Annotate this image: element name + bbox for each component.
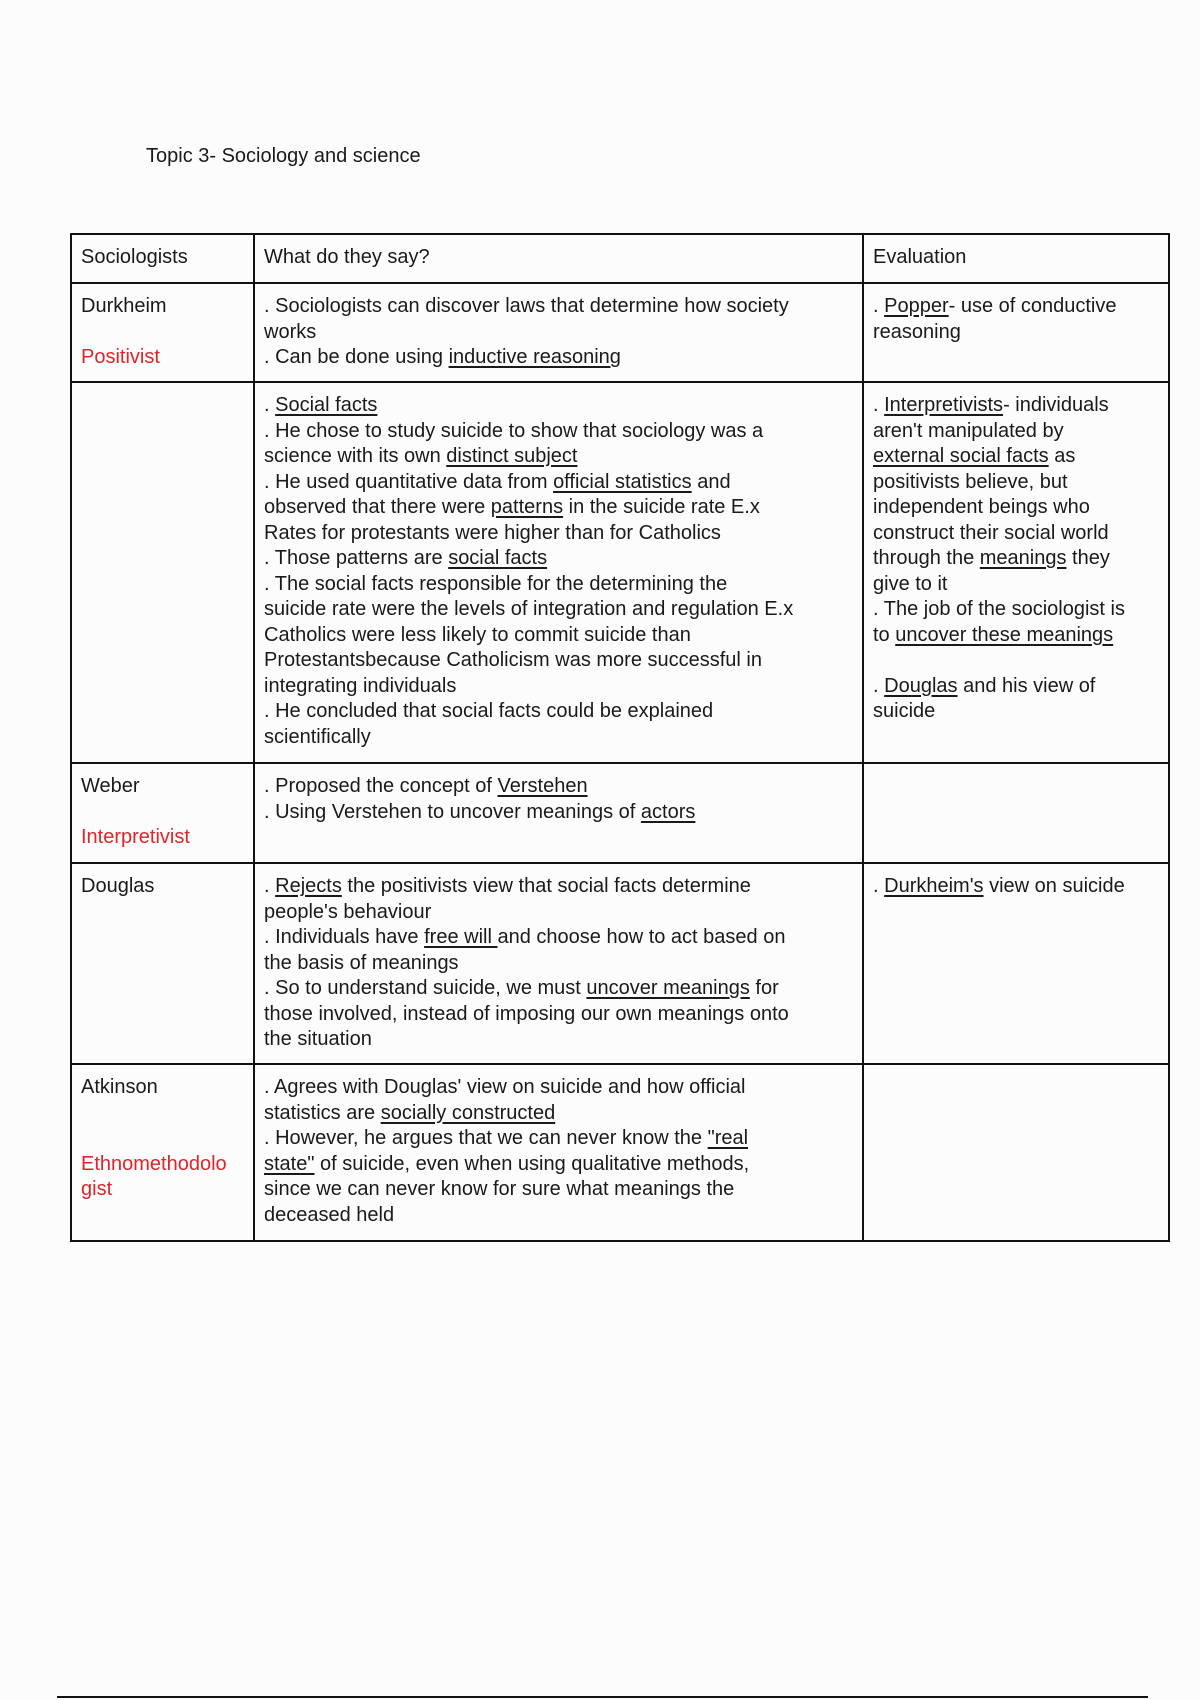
sociologist-cell [71,382,254,763]
sociologist-name: Douglas [81,875,155,897]
underlined-term: Verstehen [497,775,588,797]
text-line [264,393,853,419]
text-run: they [1066,547,1110,569]
text-run: suicide rate were the levels of integration and regulation E.x [264,598,794,620]
text-line [873,294,1159,320]
evaluation-cell [863,1064,1169,1241]
text-line [264,900,853,926]
text-run: of suicide, even when using qualitative methods, [314,1152,750,1175]
underlined-term: "real [707,1127,749,1149]
text-line [264,572,853,598]
text-run: statistics are [264,1101,381,1124]
text-line [873,320,1159,346]
text-line [264,874,853,900]
sociologist-cell [71,283,254,382]
text-line [264,1075,853,1101]
text-line [264,495,853,521]
text-line [264,699,853,725]
underlined-term: Durkheim's [884,875,984,897]
text-line [264,976,853,1002]
text-run: reasoning [873,320,961,343]
text-run: through the [873,547,980,569]
evaluation-cell [863,283,1169,382]
text-run: Catholics were less likely to commit suicide than [264,623,691,646]
text-line [873,674,1159,700]
spacer [81,1126,244,1152]
text-run: . He concluded that social facts could be explained [264,700,714,722]
text-run: . Can be done using [264,346,449,368]
underlined-term: social facts [448,547,548,569]
text-run: give to it [873,572,948,595]
text-line [264,1152,853,1178]
text-line [264,648,853,674]
text-run: . Sociologists can discover laws that determine how society [264,295,789,317]
text-line [264,1126,853,1152]
text-run: . Using Verstehen to uncover meanings of [264,800,641,823]
sociologist-cell [71,863,254,1064]
text-line [264,521,853,547]
text-line [264,320,853,346]
spacer [81,800,244,826]
text-line [873,393,1159,419]
text-line [873,699,1159,725]
document-title: Topic 3- Sociology and science [146,145,421,167]
text-line [264,725,853,751]
underlined-term: external social facts [873,445,1049,467]
underlined-term: free will [424,926,498,948]
perspective-label: Positivist [81,346,160,368]
spacer [81,320,244,346]
spacer [81,1101,244,1127]
text-line [264,470,853,496]
text-run: Protestantsbecause Catholicism was more successful in [264,649,762,671]
header-sociologists: Sociologists [71,234,254,283]
text-line [264,623,853,649]
text-line [264,800,853,826]
underlined-term: uncover meanings [586,977,750,999]
what-they-say-cell [254,863,863,1064]
underlined-term: Popper [884,295,949,317]
underlined-term: meanings [979,547,1067,569]
text-run: - individuals [1003,394,1109,416]
text-line [264,951,853,977]
sociologist-cell [71,1064,254,1241]
text-run: construct their social world [873,521,1109,544]
text-line [873,495,1159,521]
text-run: those involved, instead of imposing our own meanings onto [264,1002,789,1025]
text-run: people's behaviour [264,900,432,923]
text-run: observed that there were [264,496,491,518]
sociologist-name: Durkheim [81,295,167,317]
text-run: and his view of [957,674,1096,697]
text-run: the situation [264,1028,372,1050]
text-run: . [873,875,885,897]
perspective-label: Interpretivist [81,826,190,848]
text-run: integrating individuals [264,674,457,697]
text-run: . The social facts responsible for the determining the [264,572,728,595]
underlined-term: uncover these meanings [895,623,1114,646]
sociologists-table [70,233,1170,1242]
text-run: works [264,320,317,343]
underlined-term: actors [640,800,696,823]
header-evaluation: Evaluation [863,234,1169,283]
what-they-say-cell [254,382,863,763]
perspective-label: Ethnomethodolo [81,1152,227,1175]
table-row [71,863,1169,1064]
text-run: to [873,623,896,646]
text-run: positivists believe, but [873,470,1068,493]
table-row [71,283,1169,382]
table-row [71,763,1169,863]
text-run: and [691,470,731,493]
sociologist-cell [71,763,254,863]
text-run: Rates for protestants were higher than for Catholics [264,521,721,544]
text-line [264,444,853,470]
text-line [264,674,853,700]
what-they-say-cell [254,1064,863,1241]
text-run: view on suicide [983,875,1125,897]
evaluation-cell [863,763,1169,863]
text-run: . [873,295,885,317]
text-run: . Proposed the concept of [264,775,498,797]
underlined-term: state" [264,1152,315,1175]
text-run: . [873,674,885,697]
text-run: . So to understand suicide, we must [264,977,587,999]
text-line [873,521,1159,547]
text-line [873,470,1159,496]
text-run: suicide [873,700,936,722]
page-bottom-rule [57,1696,1148,1698]
text-run: the positivists view that social facts determine [341,875,751,897]
text-line [264,294,853,320]
text-run: since we can never know for sure what meanings the [264,1178,735,1200]
what-they-say-cell [254,283,863,382]
text-run: . Individuals have [264,926,425,948]
text-line [873,444,1159,470]
underlined-term: official statistics [553,470,692,493]
evaluation-cell [863,382,1169,763]
text-line [873,572,1159,598]
underlined-term: Douglas [884,674,958,697]
text-line [873,546,1159,572]
text-line [873,648,1159,674]
text-run: . The job of the sociologist is [873,598,1125,620]
header-row [71,234,1169,283]
text-run: - use of conductive [948,295,1117,317]
underlined-term: Rejects [275,875,342,897]
underlined-term: Social facts [275,394,378,416]
text-run: . However, he argues that we can never know the [264,1127,708,1149]
text-run: in the suicide rate E.x [563,496,760,518]
text-run: the basis of meanings [264,951,459,974]
underlined-term: distinct subject [446,445,578,467]
sociologist-name: Weber [81,775,140,797]
table-row [71,382,1169,763]
text-line [264,597,853,623]
text-run: . [264,394,276,416]
text-run: . He chose to study suicide to show that sociology was a [264,419,764,442]
evaluation-cell [863,863,1169,1064]
text-run: . Those patterns are [264,547,449,569]
text-line [264,1203,853,1229]
text-line [873,623,1159,649]
text-line [264,1002,853,1028]
text-run: . He used quantitative data from [264,470,554,493]
text-line [264,419,853,445]
text-run: . [873,394,885,416]
text-line [264,1177,853,1203]
text-run: deceased held [264,1203,395,1226]
text-line [873,597,1159,623]
sociologist-name: Atkinson [81,1076,158,1098]
underlined-term: socially constructed [380,1101,556,1124]
text-line [264,774,853,800]
text-line [873,874,1159,900]
what-they-say-cell [254,763,863,863]
text-run: scientifically [264,725,371,748]
underlined-term: patterns [490,496,564,518]
table-row [71,1064,1169,1241]
text-run: as [1048,445,1076,467]
header-what-they-say: What do they say? [254,234,863,283]
text-line [264,1027,853,1053]
text-line [264,345,853,371]
underlined-term: inductive reasoning [448,346,621,368]
perspective-label: gist [81,1178,113,1200]
underlined-term: Interpretivists [884,394,1004,416]
text-line [264,925,853,951]
text-run: science with its own [264,445,447,467]
text-run: and choose how to act based on [497,926,786,948]
text-run: aren't manipulated by [873,419,1064,442]
text-line [264,546,853,572]
text-line [873,419,1159,445]
text-run: . [264,875,276,897]
text-run: for [749,977,779,999]
text-line [264,1101,853,1127]
text-run: . Agrees with Douglas' view on suicide and how official [264,1076,746,1098]
text-run: independent beings who [873,496,1090,518]
